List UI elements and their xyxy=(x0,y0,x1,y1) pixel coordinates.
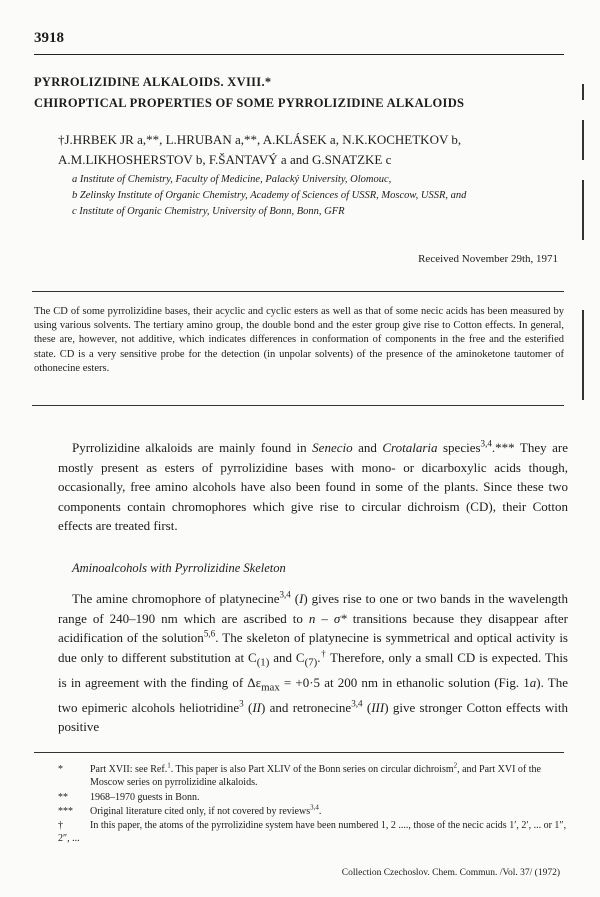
authors-line-2: A.M.LIKHOSHERSTOV b, F.ŠANTAVÝ a and G.SNATZKE c xyxy=(58,152,392,167)
affiliation-b: b Zelinsky Institute of Organic Chemistry, Academy of Sciences of USSR, Moscow, USSR, and xyxy=(72,190,467,201)
abstract-rule-top xyxy=(32,291,564,292)
received-date: Received November 29th, 1971 xyxy=(418,253,558,265)
abstract: The CD of some pyrrolizidine bases, their acyclic and cyclic esters as well as that of some necic acids has been measured by using various solvents. The tertiary amino group, the double bond and the ester group give rise to Cotton effects. In general, these are, however, not additive, which indicates differences in conformation of components in the free and the esterified state. CD is a very sensitive probe for the detection (in unpolar solvents) of the presence of the aminoketone tautomer of othonecine esters. xyxy=(34,306,564,374)
abstract-rule-bottom xyxy=(32,405,564,406)
header-rule xyxy=(34,54,564,55)
page-number: 3918 xyxy=(34,30,64,46)
margin-bar-3 xyxy=(582,180,584,240)
footnote-3-mark: *** xyxy=(58,806,73,817)
affiliation-a: a Institute of Chemistry, Faculty of Medicine, Palacký University, Olomouc, xyxy=(72,174,392,185)
authors-line-1: †J.HRBEK JR a,**, L.HRUBAN a,**, A.KLÁSEK a, N.K.KOCHETKOV b, xyxy=(58,132,462,147)
footnote-1-mark: * xyxy=(58,764,63,775)
title-line-2: CHIROPTICAL PROPERTIES OF SOME PYRROLIZIDINE ALKALOIDS xyxy=(34,96,465,110)
margin-bar-2 xyxy=(582,120,584,160)
footnote-4-mark: † xyxy=(58,820,63,831)
footnote-4: In this paper, the atoms of the pyrrolizidine system have been numbered 1, 2 ...., those of the necic acids 1′, 2′, ... or 1″, 2″, ... xyxy=(58,820,567,844)
footnote-3: Original literature cited only, if not covered by reviews$^{3,4}$. xyxy=(90,803,322,817)
margin-bar-1 xyxy=(582,84,584,100)
affiliation-c: c Institute of Organic Chemistry, University of Bonn, Bonn, GFR xyxy=(72,206,345,217)
journal-footer: Collection Czechoslov. Chem. Commun. /Vol. 37/ (1972) xyxy=(341,868,560,878)
aminoalcohols-paragraph: The amine chromophore of platynecine$^{3,4}$ (I) gives rise to one or two bands in the wavelength range of 240–190 nm which are ascribed to n – σ* transitions because they disappear after acidification of the solution$^{5,6}$. The skeleton of platynecine is symmetrical and optical activity is due only to different substitution at $C_{(1)}$ and $C_{(7)}.^\dagger$ Therefore, only a small CD is expected. This is in agreement with the finding of $\Delta\varepsilon_{max} = +0\cdot 5$ at 200 nm in ethanolic solution (Fig. 1a). The two epimeric alcohols heliotridine$^3$ (II) and retronecine$^{3,4}$ (III) give stronger Cotton effects with positive xyxy=(58,589,569,735)
footnote-1: Part XVII: see Ref.$^1$. This paper is also Part XLIV of the Bonn series on circular dichroism$^2$, and Part XVI of the Moscow series on pyrrolizidine alkaloids. xyxy=(90,761,541,788)
footnote-2-mark: ** xyxy=(58,792,68,803)
title-line-1: PYRROLIZIDINE ALKALOIDS. XVIII.* xyxy=(34,75,272,89)
footnote-rule xyxy=(34,752,564,753)
intro-paragraph: Pyrrolizidine alkaloids are mainly found in Senecio and Crotalaria species$^{3,4}$.*** They are mostly present as esters of pyrrolizidine bases with mono- or dicarboxylic acids though, occasionally, free amino alcohols have also been found in some of the plants. Since these two components contain chromophores which give rise to circular dichroism (CD), their Cotton effects are treated first. xyxy=(58,438,568,533)
footnote-2: 1968–1970 guests in Bonn. xyxy=(90,792,200,803)
margin-bar-4 xyxy=(582,310,584,400)
section-heading: Aminoalcohols with Pyrrolizidine Skeleton xyxy=(72,561,286,575)
